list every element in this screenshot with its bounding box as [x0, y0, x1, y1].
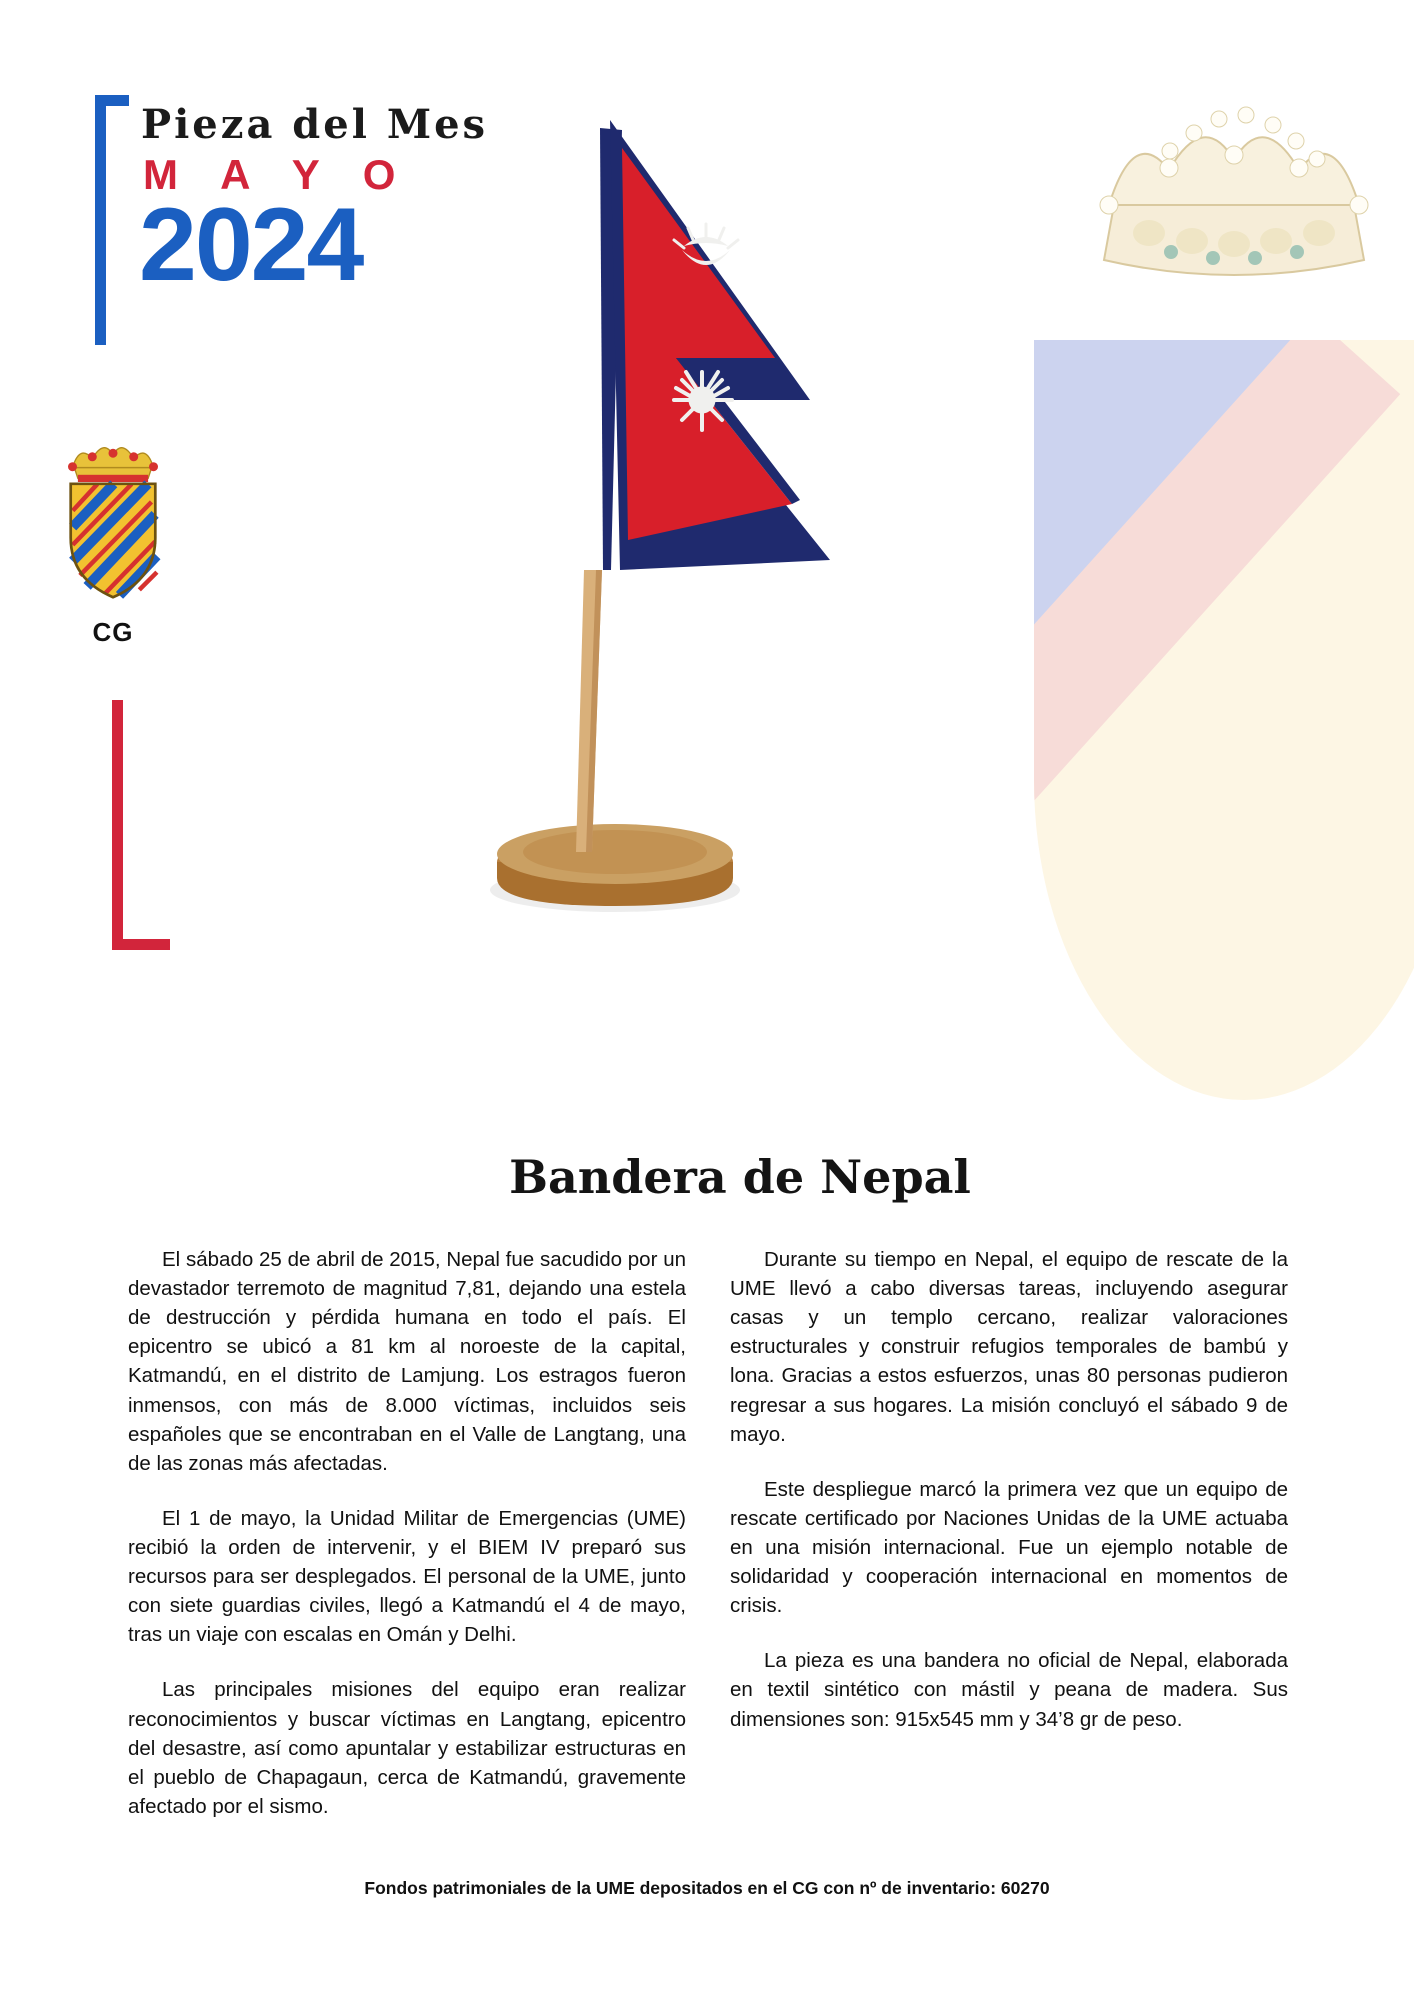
- left-column: [128, 1245, 686, 1821]
- blue-bracket-decoration: [95, 95, 129, 345]
- article-body: [128, 1245, 1288, 1821]
- paragraph: El 1 de mayo, la Unidad Militar de Emergencias (UME) recibió la orden de intervenir, y el BIEM IV preparó sus recursos para ser desplegados. El personal de la UME, junto con siete guardias civiles, llegó a Katmandú el 4 de mayo, tras un viaje con escalas en Omán y Delhi.: [128, 1506, 686, 1647]
- page-title: Pieza del Mes: [141, 101, 489, 148]
- heraldic-shield-icon: [1034, 340, 1414, 1100]
- red-bracket-decoration: [112, 700, 170, 950]
- month-label: M A Y O: [143, 151, 412, 198]
- year-label: 2024: [139, 187, 363, 303]
- paragraph: El sábado 25 de abril de 2015, Nepal fue sacudido por un devastador terremoto de magnitud 7,81, dejando una estela de destrucción y pérdida humana en todo el país. El epicentro se ubicó a 81 km al noroeste de la capital, Katmandú, en el distrito de Lamjung. Los estragos fueron inmensos, con más de 8.000 víctimas, incluidos seis españoles que se encontraban en el Valle de Langtang, una de las zonas más afectadas.: [128, 1248, 686, 1475]
- paragraph: Este despliegue marcó la primera vez que un equipo de rescate certificado por Naciones Unidas de la UME actuaba en una misión internacional. Fue un ejemplo notable de solidaridad y cooperación internacional en momentos de crisis.: [730, 1477, 1288, 1618]
- cg-emblem: [48, 428, 178, 648]
- paragraph: La pieza es una bandera no oficial de Nepal, elaborada en textil sintético con mástil y peana de madera. Sus dimensiones son: 915x545 mm y 34’8 gr de peso.: [730, 1649, 1288, 1731]
- right-column: [730, 1245, 1288, 1821]
- piece-title: Bandera de Nepal: [509, 1150, 971, 1204]
- inventory-footnote: Fondos patrimoniales de la UME depositados en el CG con nº de inventario: 60270: [364, 1878, 1050, 1898]
- paragraph: Las principales misiones del equipo eran realizar reconocimientos y buscar víctimas en Langtang, epicentro del desastre, así como apuntalar y estabilizar estructuras en el pueblo de Chapagaun, cerca de Katmandú, gravemente afectado por el sismo.: [128, 1678, 686, 1818]
- cg-coat-of-arms-icon: [48, 428, 178, 608]
- cg-emblem-label: CG: [92, 617, 134, 647]
- nepal-flag-photo: [470, 100, 890, 920]
- paragraph: Durante su tiempo en Nepal, el equipo de rescate de la UME llevó a cabo diversas tareas, incluyendo asegurar casas y un templo cercano, realizar valoraciones estructurales y construir refugios temporales de bambú y lona. Gracias a estos esfuerzos, unas 80 personas pudieron regresar a sus hogares. La misión concluyó el sábado 9 de mayo.: [730, 1248, 1288, 1446]
- royal-crown-icon: [1074, 55, 1394, 315]
